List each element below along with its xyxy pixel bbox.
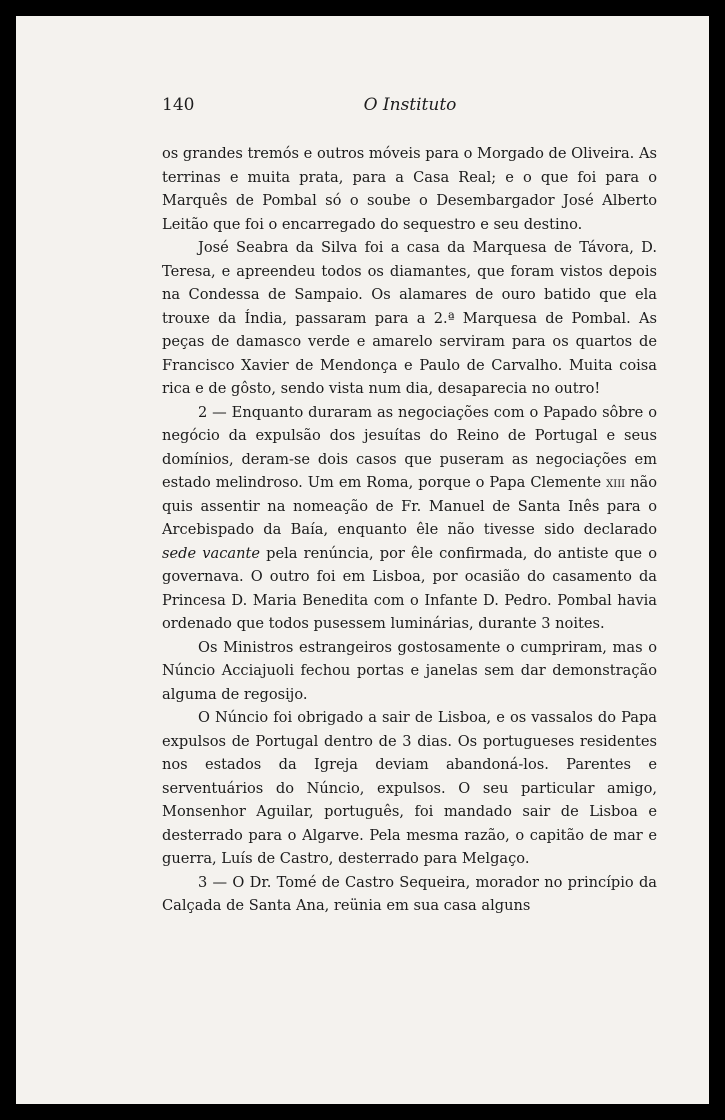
body-text — [162, 142, 657, 918]
book-page — [16, 16, 709, 1104]
paragraph-3-part-2: não quis assentir na nomeação de Fr. Manuel de Santa Inês para o Arcebispado da Baía, enquanto êle não tivesse sido declarado — [162, 474, 657, 538]
paragraph-6: 3 — O Dr. Tomé de Castro Sequeira, morador no princípio da Calçada de Santa Ana, reünia em sua casa alguns — [162, 873, 657, 914]
paragraph-4: Os Ministros estrangeiros gostosamente o cumpriram, mas o Núncio Acciajuoli fechou portas e janelas sem dar demonstração alguma de regosijo. — [162, 638, 657, 703]
running-title: O Instituto — [363, 95, 457, 115]
page-header — [162, 95, 658, 125]
paragraph-1: os grandes tremós e outros móveis para o Morgado de Oliveira. As terrinas e muita prata, para a Casa Real; e o que foi para o Marquês de Pombal só o soube o Desembargador José Alberto Leitão que foi o encarregado do sequestro e seu destino. — [162, 145, 657, 233]
paragraph-3-part-1: 2 — Enquanto duraram as negociações com o Papado sôbre o negócio da expulsão dos jesuítas do Reino de Portugal e seus domínios, deram-se dois casos que puseram as negociações em estado melindroso. Um em Roma, porque o Papa Clemente — [162, 403, 657, 491]
paragraph-2: José Seabra da Silva foi a casa da Marquesa de Távora, D. Teresa, e apreendeu todos os diamantes, que foram vistos depois na Condessa de Sampaio. Os alamares de ouro batido que ela trouxe da Índia, passaram para a 2.ª Marquesa de Pombal. As peças de damasco verde e amarelo serviram para os quartos de Francisco Xavier de Mendonça e Paulo de Carvalho. Muita coisa rica e de gôsto, sendo vista num dia, desaparecia no outro! — [162, 239, 657, 397]
page-number: 140 — [162, 95, 195, 115]
paragraph-5: O Núncio foi obrigado a sair de Lisboa, e os vassalos do Papa expulsos de Portugal dentro de 3 dias. Os portugueses residentes nos estados da Igreja deviam abandoná-los. Parentes e serventuários do Núncio, expulsos. O seu particular amigo, Monsenhor Aguilar, português, foi mandado sair de Lisboa e desterrado para o Algarve. Pela mesma razão, o capitão de mar e guerra, Luís de Castro, desterrado para Melgaço. — [162, 709, 657, 867]
paragraph-3 — [162, 401, 657, 636]
paragraph-3-part-3: pela renúncia, por êle confirmada, do antiste que o governava. O outro foi em Lisboa, por ocasião do casamento da Princesa D. Maria Benedita com o Infante D. Pedro. Pombal havia ordenado que todos pusessem luminárias, durante 3 noites. — [162, 544, 657, 632]
latin-phrase: sede vacante — [162, 544, 260, 562]
roman-numeral: xiii — [606, 474, 626, 491]
